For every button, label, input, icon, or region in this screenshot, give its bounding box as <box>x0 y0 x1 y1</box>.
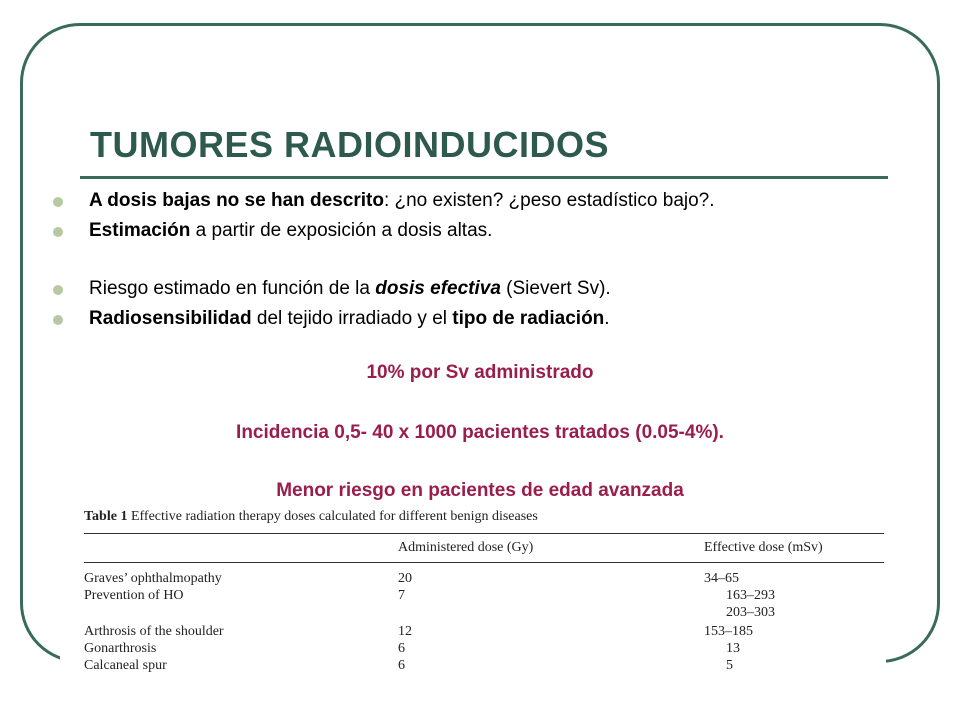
table-header-cell <box>84 534 398 563</box>
bullet-emphasis-text: dosis efectiva <box>375 278 501 299</box>
bullet-item <box>50 216 910 246</box>
bullet-text: . <box>604 308 610 329</box>
table-header-row <box>84 534 884 563</box>
highlight-lower-risk: Menor riesgo en pacientes de edad avanzada <box>276 480 684 501</box>
effective-dose-cell: 153–185 <box>704 624 753 639</box>
table-row <box>84 623 884 640</box>
bullet-item <box>50 274 910 304</box>
bullet-dot-icon <box>53 315 63 325</box>
bullet-bold-text: Estimación <box>89 220 191 241</box>
table-header-cell: Effective dose (mSv) <box>704 534 884 563</box>
table-row <box>84 604 884 621</box>
dose-cell: 12 <box>398 624 412 639</box>
bullet-bold-text: Radiosensibilidad <box>89 308 252 329</box>
disease-cell: Prevention of HO <box>84 588 184 603</box>
bullet-bold-text: tipo de radiación <box>452 308 605 329</box>
disease-cell <box>84 604 398 621</box>
effective-dose-cell: 5 <box>726 658 733 673</box>
table-caption-text: Effective radiation therapy doses calculated for different benign diseases <box>127 509 538 524</box>
effective-dose-cell: 163–293 <box>726 588 775 603</box>
bullet-list <box>50 186 910 334</box>
bullet-text: : ¿no existen? ¿peso estadístico bajo?. <box>383 190 715 211</box>
table-row <box>84 640 884 657</box>
dose-table-container <box>84 533 884 711</box>
bullet-dot-icon <box>53 285 63 295</box>
dose-cell <box>398 604 704 621</box>
dose-table <box>84 533 884 674</box>
bullet-dot-icon <box>53 227 63 237</box>
highlight-risk-per-sv: 10% por Sv administrado <box>366 362 594 383</box>
title-underline <box>80 176 888 179</box>
disease-cell: Calcaneal spur <box>84 658 167 673</box>
dose-cell: 6 <box>398 658 405 673</box>
dose-cell: 20 <box>398 571 412 586</box>
highlight-incidence: Incidencia 0,5- 40 x 1000 pacientes tratados (0.05-4%). <box>236 422 724 443</box>
disease-cell: Graves’ ophthalmopathy <box>84 571 222 586</box>
dose-cell: 6 <box>398 641 405 656</box>
table-caption <box>84 509 538 525</box>
effective-dose-cell: 13 <box>726 641 740 656</box>
bullet-text: a partir de exposición a dosis altas. <box>190 220 493 241</box>
disease-cell: Arthrosis of the shoulder <box>84 624 224 639</box>
effective-dose-cell: 34–65 <box>704 571 739 586</box>
table-row <box>84 587 884 604</box>
table-row <box>84 657 884 674</box>
bullet-bold-text: A dosis bajas no se han descrito <box>89 190 384 211</box>
disease-cell: Gonarthrosis <box>84 641 157 656</box>
slide-title: TUMORES RADIOINDUCIDOS <box>90 124 610 165</box>
bullet-dot-icon <box>53 197 63 207</box>
table-header-cell: Administered dose (Gy) <box>398 534 704 563</box>
table-row <box>84 563 884 588</box>
bullet-item <box>50 186 910 216</box>
bullet-text: del tejido irradiado y el <box>251 308 453 329</box>
bullet-item <box>50 304 910 334</box>
bullet-text: Riesgo estimado en función de la <box>89 278 376 299</box>
bullet-text: (Sievert Sv). <box>500 278 611 299</box>
dose-cell: 7 <box>398 588 405 603</box>
table-caption-label: Table 1 <box>84 509 128 524</box>
effective-dose-cell: 203–303 <box>726 605 775 620</box>
